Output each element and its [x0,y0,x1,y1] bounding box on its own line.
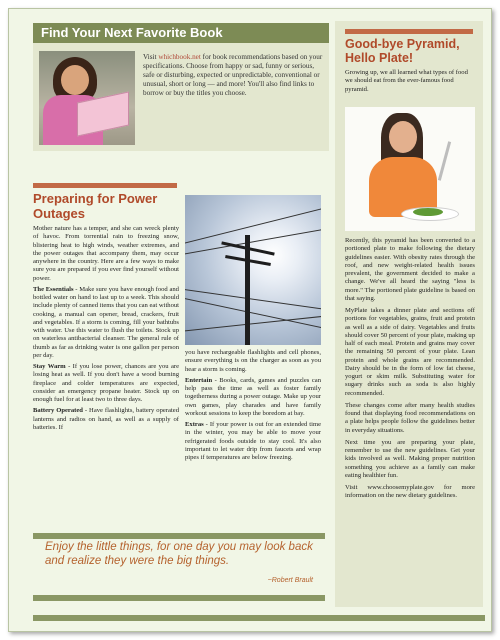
article-section-essentials: The Essentials - Make sure you have enough food and bottled water on hand to last up to a week. This should include plenty of canned items that you can eat without cooking, a manual can opener, bread, crackers, fruit and vegetables. If a storm is coming, fill your bathtubs with water. Use this water to flush the toilets. Stock up on waterless antibacterial cleanser. The general rule of thumb as far as drinking water is one gallon per person per day. [33,285,179,359]
article-section-battery: Battery Operated - Have flashlights, battery operated lanterns and radios on hand, as well as a supply of batteries. If [33,407,179,431]
sidebar-paragraph: Recently, this pyramid has been converted to a portioned plate to make following the dietary guidelines easier. With obesity rates through the roof, and new weight-related health issues prevalent, the government decided to make a change. We've all heard the saying "less is more." The portioned plate guideline is based on that saying. [345,237,475,302]
article-column-2 [185,349,321,465]
book-box-text: Visit whichbook.net for book recommendations based on your specifications. Choose from happy or sad, funny or serious, safe or disturbing, expected or unpredictable, conventional or unusual, short or long — and more! You'll also find links to borrow or buy the titles you choose. [143,53,323,97]
footer-divider [33,615,485,621]
book-box-title: Find Your Next Favorite Book [33,23,329,43]
article-section-stay-warm: Stay Warm - If you lose power, chances are you are losing heat as well. If you don't have a wood burning fireplace and colder temperatures are expected, consider an emergency propane heater. Stock up on enough fuel for at least two to three days. [33,363,180,403]
sidebar-paragraph: Next time you are preparing your plate, remember to use the new guidelines. Get your kids involved as well. Making proper nutrition something you achieve as a family can make eating healthier fun. [345,438,475,479]
article-intro: Mother nature has a temper, and she can wreck plenty of havoc. From torrential rain to freezing snow, blistering heat to high winds, weather extremes, and the power outages that accompany them, may occur anywhere in the country. Here are a few ways to make sure you are prepared if you ever find yourself without power. [33,225,179,282]
woman-eating-salad-photo [345,107,475,231]
sidebar-intro: Growing up, we all learned what types of food we should eat from the ever-famous food pyramid. [345,69,468,93]
whichbook-link[interactable]: whichbook.net [158,53,201,61]
book-recommendation-box [33,23,329,151]
newsletter-page [8,8,492,632]
power-pole-photo [185,195,321,345]
woman-reading-photo [39,51,135,145]
article-column-1 [33,225,179,435]
sidebar-paragraph: Visit www.choosemyplate.gov for more information on the new dietary guidelines. [345,484,475,500]
pull-quote: Enjoy the little things, for one day you may look back and realize they were the big things. [45,541,313,567]
myplate-sidebar [335,21,483,607]
article-section-extras: Extras - If your power is out for an extended time in the winter, you may be able to move your refrigerated foods outside to stay cool. It's also important to let water drip from faucets and wrap pipes if temperatures are below freezing. [185,421,321,461]
sidebar-accent-bar [345,29,473,34]
sidebar-body [345,237,475,505]
sidebar-title: Good-bye Pyramid, Hello Plate! [345,37,460,65]
quote-divider-top [33,533,325,539]
quote-divider-bottom [33,595,325,601]
sidebar-paragraph: These changes come after many health studies found that displaying food recommendations on a plate helps people follow the guidelines better in everyday situations. [345,401,475,434]
sidebar-paragraph: MyPlate takes a dinner plate and sections off portions for vegetables, grains, fruit and protein as well as a side of dairy. Vegetables and fruits should cover 50 percent of your plate, making up half of each meal. Protein and grains may cover the remaining 50 percent of your plate. Lean protein and whole grains are recommended. Dairy should be in the form of low fat cheese, yogurt or skim milk. Substituting water for sugary drinks such as soda is also highly recommended. [345,307,475,397]
article-continued: you have rechargeable flashlights and cell phones, ensure everything is on the charger as soon as you hear a storm is coming. [185,349,321,373]
article-section-entertain: Entertain - Books, cards, games and puzzles can help pass the time as well as foster family togetherness during a power outage. Make up your own games, play charades and have family workout sessions to keep the boredom at bay. [185,376,321,417]
article-accent-bar [33,183,177,188]
article-title: Preparing for Power Outages [33,191,158,221]
quote-author: ~Robert Brault [267,577,313,584]
